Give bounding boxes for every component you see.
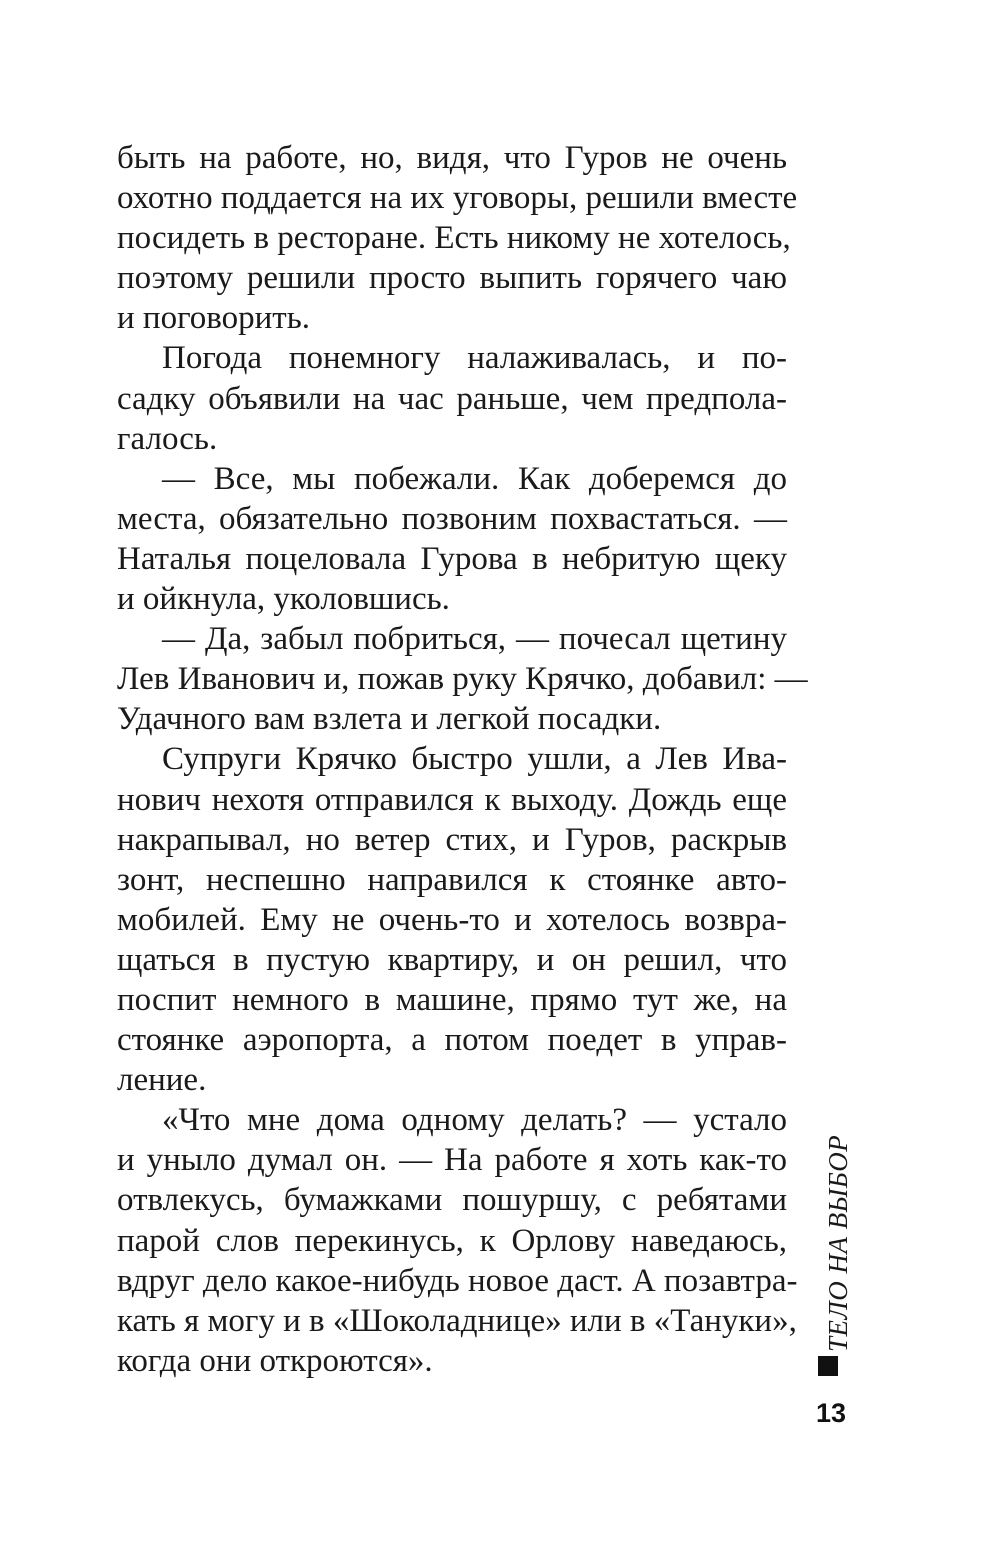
text-line: поспит немного в машине, прямо тут же, на (117, 981, 787, 1018)
page-number: 13 (815, 1398, 847, 1428)
text-line: нович нехотя отправился к выходу. Дождь еще (117, 781, 787, 818)
text-line: — Да, забыл побриться, — почесал щетину (162, 621, 787, 658)
text-line: и уныло думал он. — На работе я хоть как-то (117, 1142, 787, 1179)
text-line: охотно поддается на их уговоры, решили вместе (117, 180, 798, 217)
text-line: стоянке аэропорта, а потом поедет в управ- (117, 1022, 787, 1059)
text-line: ление. (117, 1062, 207, 1099)
text-line: — Все, мы побежали. Как доберемся до (162, 460, 787, 497)
text-line: зонт, неспешно направился к стоянке авто- (117, 861, 787, 898)
text-line: отвлекусь, бумажками пошуршу, с ребятами (117, 1182, 787, 1219)
text-line: посидеть в ресторане. Есть никому не хотелось, (117, 220, 791, 257)
text-line: парой слов перекинусь, к Орлову наведаюсь, (117, 1222, 787, 1259)
text-line: и поговорить. (117, 300, 311, 337)
text-line: щаться в пустую квартиру, и он решил, что (117, 941, 787, 978)
text-line: Наталья поцеловала Гурова в небритую щеку (117, 540, 787, 577)
text-line: поэтому решили просто выпить горячего чаю (117, 260, 787, 297)
text-line: Погода понемногу налаживалась, и по- (162, 340, 787, 377)
text-line: Удачного вам взлета и легкой посадки. (117, 701, 662, 738)
text-line: места, обязательно позвоним похвастаться. — (117, 500, 787, 537)
running-title-text: ТЕЛО НА ВЫБОР (823, 1134, 853, 1352)
text-line: когда они откроются». (117, 1342, 433, 1379)
text-line: вдруг дело какое-нибудь новое даст. А позавтра- (117, 1262, 798, 1299)
text-line: кать я могу и в «Шоколаднице» или в «Тануки», (117, 1302, 797, 1339)
text-line: садку объявили на час раньше, чем предпола- (117, 380, 787, 417)
text-line: Супруги Крячко быстро ушли, а Лев Ива- (162, 741, 787, 778)
text-line: и ойкнула, уколовшись. (117, 581, 450, 618)
text-line: Лев Иванович и, пожав руку Крячко, добавил: — (117, 661, 808, 698)
body-text (117, 138, 808, 1381)
text-line: мобилей. Ему не очень-то и хотелось возвра- (117, 901, 787, 938)
text-line: галось. (117, 420, 218, 457)
text-line: накрапывал, но ветер стих, и Гуров, раскрыв (117, 821, 787, 858)
square-bullet-icon (818, 1356, 838, 1376)
text-line: «Что мне дома одному делать? — устало (162, 1102, 787, 1139)
running-title (812, 1100, 852, 1360)
text-line: быть на работе, но, видя, что Гуров не очень (117, 140, 787, 176)
